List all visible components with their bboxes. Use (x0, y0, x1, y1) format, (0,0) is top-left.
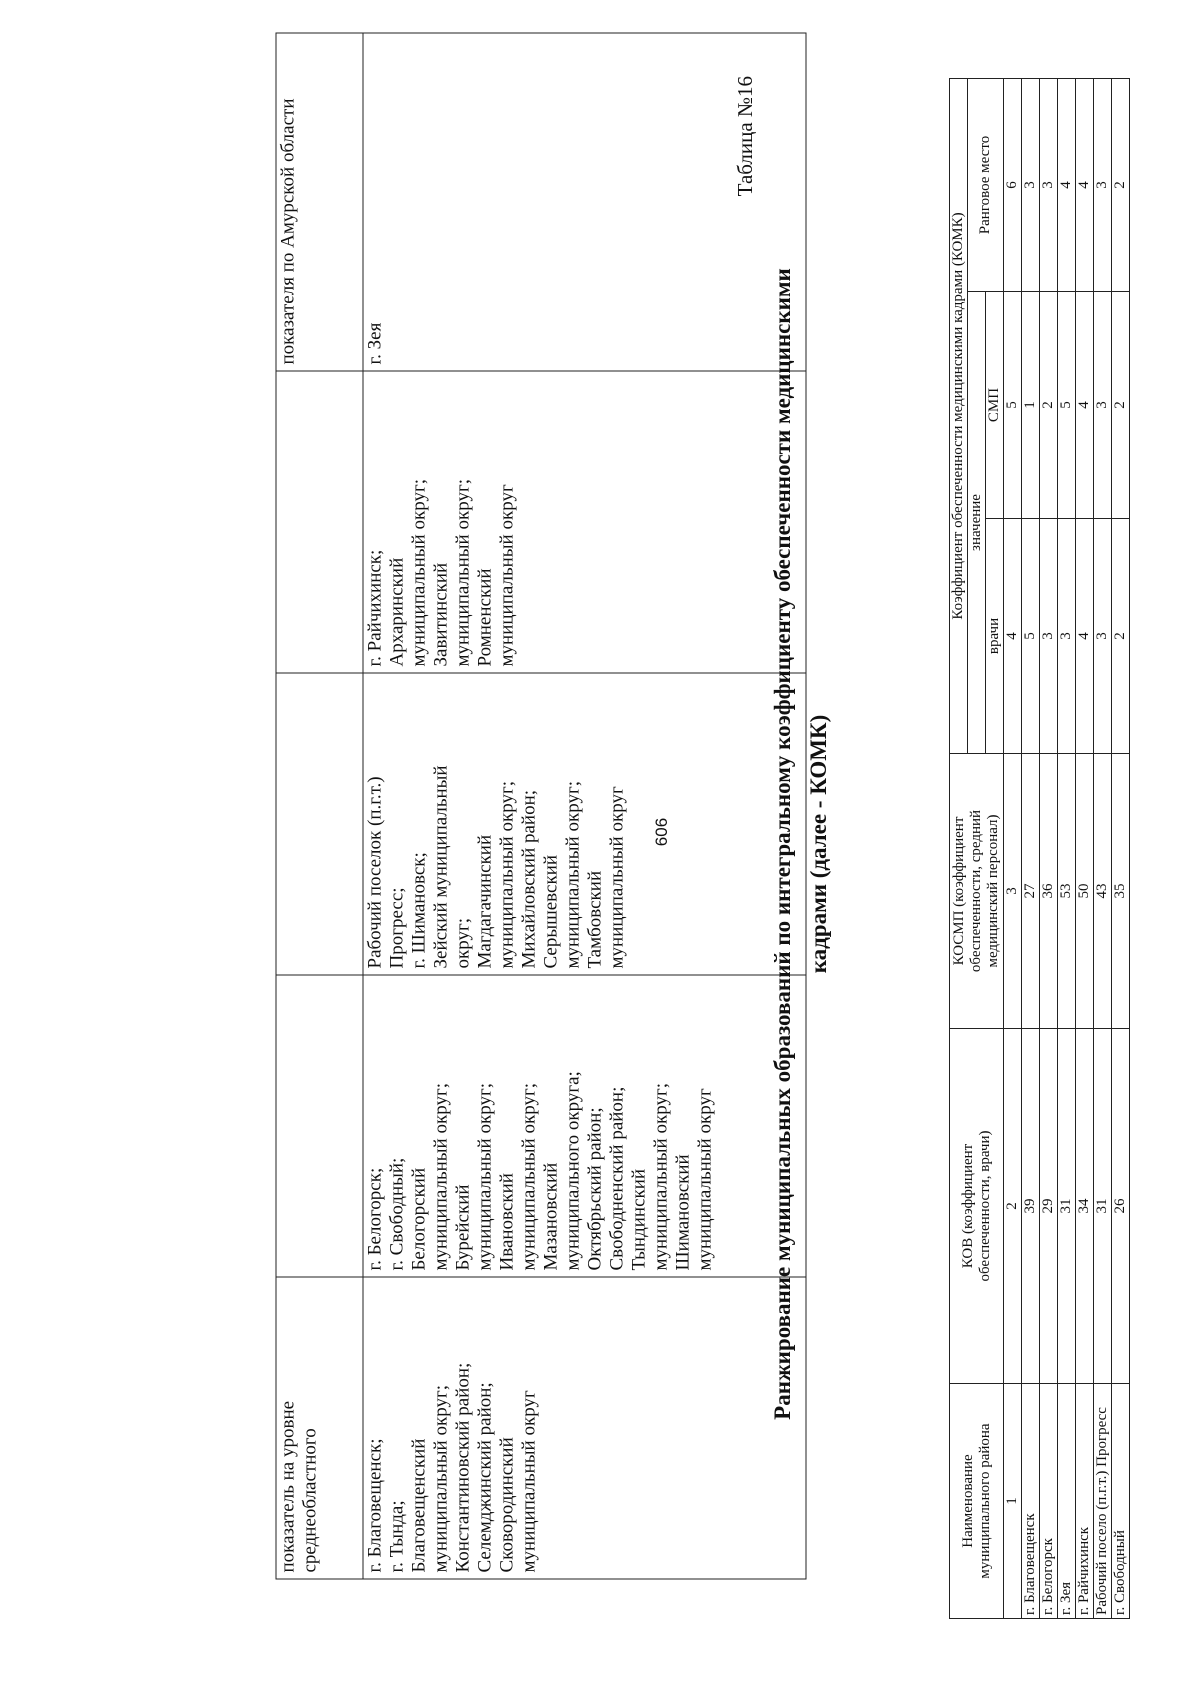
table-row (1022, 78, 1040, 1618)
cell-doctors: 2 (1112, 519, 1130, 754)
table-row (1076, 78, 1094, 1618)
table-caption (731, 62, 861, 1626)
cell-rank: 3 (1022, 78, 1040, 291)
upper-cell-line: Рабочий поселок (п.г.т.) (364, 776, 386, 969)
cell-kov: 31 (1094, 1029, 1112, 1384)
table-row (1112, 78, 1130, 1618)
upper-cell-line: г. Тында; (386, 1500, 408, 1573)
upper-cell-line: муниципальный округ; (562, 780, 584, 969)
upper-cell-line: Архаринский (386, 557, 408, 667)
table-row (1094, 78, 1112, 1618)
cell-kosmp: 50 (1076, 754, 1094, 1029)
page-number: 606 (652, 817, 671, 847)
upper-cell-line: муниципального округа; (562, 1071, 584, 1271)
upper-cell-line: Сковородинский (496, 1437, 518, 1573)
upper-cell-line: Благовещенский (408, 1438, 430, 1573)
cell-kosmp: 53 (1058, 754, 1076, 1029)
table-title (765, 62, 837, 1626)
cell-rank: 3 (1094, 78, 1112, 291)
cell-rank: 2 (1112, 78, 1130, 291)
cell-kov: 31 (1058, 1029, 1076, 1384)
table-row (1040, 78, 1058, 1618)
column-number: 1 (1004, 1384, 1022, 1619)
cell-kosmp: 35 (1112, 754, 1130, 1029)
upper-cell-line: г. Свободный; (386, 1157, 408, 1271)
cell-kov: 29 (1040, 1029, 1058, 1384)
lower-table-container (949, 79, 1128, 1619)
cell-doctors: 3 (1058, 519, 1076, 754)
cell-doctors: 3 (1094, 519, 1112, 754)
upper-cell-line: муниципальный округ; (408, 478, 430, 667)
upper-cell-line: Селемджинский район; (474, 1382, 496, 1573)
upper-cell-line: Ромненский (474, 568, 496, 667)
cell-name: г. Зея (1058, 1384, 1076, 1619)
cell-doctors: 3 (1040, 519, 1058, 754)
column-number: 3 (1004, 754, 1022, 1029)
upper-table-header-row (276, 33, 363, 1579)
cell-smp: 3 (1094, 292, 1112, 519)
upper-cell-line: Октябрьский район; (584, 1107, 606, 1271)
upper-cell-line: Тамбовский (584, 870, 606, 969)
upper-cell-line: Завитинский (430, 562, 452, 667)
column-number: 2 (1004, 1029, 1022, 1384)
upper-table (276, 33, 807, 1580)
upper-cell-line: муниципальный округ; (430, 1384, 452, 1573)
header-smp: СМП (986, 292, 1004, 519)
upper-cell-line: муниципальный округ (606, 786, 628, 969)
cell-smp: 4 (1076, 292, 1094, 519)
upper-cell-line: Прогресс; (386, 887, 408, 969)
header-doctors: врачи (986, 519, 1004, 754)
upper-cell-line: Шимановский (672, 1154, 694, 1271)
cell-doctors: 4 (1076, 519, 1094, 754)
cell-name: г. Свободный (1112, 1384, 1130, 1619)
upper-cell-line: Ивановский (496, 1173, 518, 1271)
cell-rank: 4 (1058, 78, 1076, 291)
cell-name: г. Белогорск (1040, 1384, 1058, 1619)
upper-cell-line: Свободненский район; (606, 1086, 628, 1271)
cell-kosmp: 43 (1094, 754, 1112, 1029)
cell-kov: 34 (1076, 1029, 1094, 1384)
column-number: 6 (1004, 78, 1022, 291)
header-value: значение (968, 292, 986, 754)
upper-cell-line: муниципальный округ; (452, 478, 474, 667)
cell-kosmp: 27 (1022, 754, 1040, 1029)
cell-doctors: 5 (1022, 519, 1040, 754)
upper-cell-line: Серышевский (540, 854, 562, 969)
upper-cell-line: г. Шимановск; (408, 852, 430, 969)
upper-header-cell (276, 975, 363, 1277)
lower-table (949, 78, 1130, 1619)
upper-header-cell (276, 371, 363, 673)
upper-cell-line: муниципальный округ (518, 1390, 540, 1573)
column-number: 4 (1004, 519, 1022, 754)
upper-cell-line: Магдагачинский (474, 834, 496, 969)
upper-cell-line: округ; (452, 917, 474, 969)
upper-header-cell: показателя по Амурской области (276, 33, 363, 371)
table-row (1058, 78, 1076, 1618)
lower-header-row (950, 78, 968, 1618)
upper-cell-line: г. Райчихинск; (364, 549, 386, 667)
header-kov: КОВ (коэффициент обеспеченности, врачи) (950, 1029, 1004, 1384)
cell-rank: 4 (1076, 78, 1094, 291)
upper-cell-line: Мазановский (540, 1162, 562, 1271)
upper-header-cell (276, 673, 363, 975)
upper-cell-line: г. Благовещенск; (364, 1438, 386, 1573)
upper-cell-line: муниципальный округ (496, 484, 518, 667)
header-rank: Ранговое место (968, 78, 1004, 291)
upper-cell-line: муниципальный округ; (430, 1082, 452, 1271)
upper-cell-line: муниципальный округ; (474, 1082, 496, 1271)
upper-cell-line: Константиновский район; (452, 1362, 474, 1573)
column-number: 5 (1004, 292, 1022, 519)
table-title-line: кадрами (далее - КОМК) (806, 714, 831, 974)
cell-name: Рабочий посело (п.г.т.) Прогресс (1094, 1384, 1112, 1619)
cell-smp: 2 (1112, 292, 1130, 519)
upper-cell-line: г. Белогорск; (364, 1167, 386, 1271)
cell-kov: 26 (1112, 1029, 1130, 1384)
cell-name: г. Благовещенск (1022, 1384, 1040, 1619)
upper-cell-line: Белогорский (408, 1167, 430, 1271)
upper-header-cell: показатель на уровне среднеобластного (276, 1277, 363, 1579)
column-number-row (1004, 78, 1022, 1618)
cell-smp: 2 (1040, 292, 1058, 519)
cell-kosmp: 36 (1040, 754, 1058, 1029)
cell-rank: 3 (1040, 78, 1058, 291)
upper-cell-line: Михайловский район; (518, 789, 540, 969)
cell-kov: 39 (1022, 1029, 1040, 1384)
cell-smp: 1 (1022, 292, 1040, 519)
upper-table-container (276, 34, 807, 1580)
upper-cell-line: Тындинский (628, 1168, 650, 1271)
upper-cell-line: муниципальный округ (694, 1088, 716, 1271)
header-komk: Коэффициент обеспеченности медицинскими кадрами (КОМК) (950, 78, 968, 753)
cell-name: г. Райчихинск (1076, 1384, 1094, 1619)
upper-cell-line: муниципальный округ; (518, 1082, 540, 1271)
table-title-line: Ранжирование муниципальных образований по интегральному коэффициенту обеспеченности медицинскими (770, 268, 795, 1420)
table-number: Таблица №16 (733, 76, 757, 197)
upper-cell-line: Зейский муниципальный (430, 765, 452, 969)
upper-cell-line: муниципальный округ; (650, 1082, 672, 1271)
header-name: Наименование муниципального района (950, 1384, 1004, 1619)
header-kosmp: КОСМП (коэффициент обеспеченности, средний медицинский персонал) (950, 754, 1004, 1029)
upper-cell-line: муниципальный округ; (496, 780, 518, 969)
upper-cell-line: г. Зея (364, 322, 386, 365)
cell-smp: 5 (1058, 292, 1076, 519)
upper-cell-line: Бурейский (452, 1184, 474, 1271)
